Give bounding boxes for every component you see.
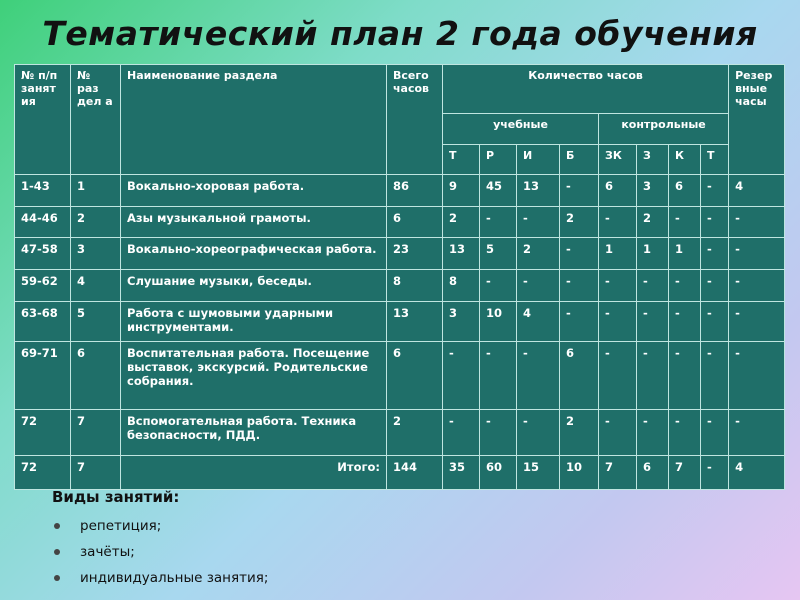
cell-total: 86 (387, 174, 443, 206)
lesson-types-list (54, 514, 268, 592)
cell-k: - (669, 341, 701, 409)
cell-i: - (517, 206, 560, 238)
cell-r: 10 (480, 301, 517, 341)
section-title: Виды занятий: (52, 488, 180, 506)
cell-t2: - (701, 174, 729, 206)
cell-reserve: - (729, 409, 785, 456)
cell-section: 7 (71, 456, 121, 490)
cell-b: 2 (560, 206, 599, 238)
cell-z: - (637, 270, 669, 302)
cell-r: 60 (480, 456, 517, 490)
cell-i: - (517, 409, 560, 456)
cell-z: 2 (637, 206, 669, 238)
cell-zk: 6 (599, 174, 637, 206)
cell-b: 10 (560, 456, 599, 490)
list-item-text: репетиция; (80, 518, 162, 534)
bullet-icon (54, 523, 60, 529)
table-row (15, 206, 785, 238)
cell-total: 6 (387, 206, 443, 238)
header-sub-b: Б (560, 145, 599, 175)
header-sub-t: Т (443, 145, 480, 175)
cell-z: - (637, 341, 669, 409)
cell-zk: - (599, 270, 637, 302)
header-educational: учебные (443, 113, 599, 145)
cell-b: - (560, 174, 599, 206)
cell-reserve: - (729, 301, 785, 341)
cell-name: Вспомогательная работа. Техника безопасности, ПДД. (121, 409, 387, 456)
table-row (15, 238, 785, 270)
cell-t2: - (701, 301, 729, 341)
cell-name: Вокально-хоровая работа. (121, 174, 387, 206)
cell-reserve: 4 (729, 456, 785, 490)
cell-z: - (637, 301, 669, 341)
cell-t: - (443, 341, 480, 409)
header-reserve-hours: Резер вные часы (729, 65, 785, 175)
table-row (15, 301, 785, 341)
cell-k: - (669, 409, 701, 456)
cell-section: 2 (71, 206, 121, 238)
cell-zk: - (599, 206, 637, 238)
cell-i: 4 (517, 301, 560, 341)
cell-lessons: 69-71 (15, 341, 71, 409)
cell-zk: 1 (599, 238, 637, 270)
table-total-row (15, 456, 785, 490)
cell-section: 3 (71, 238, 121, 270)
header-sub-k: К (669, 145, 701, 175)
cell-r: - (480, 270, 517, 302)
cell-z: - (637, 409, 669, 456)
cell-section: 4 (71, 270, 121, 302)
cell-t: 13 (443, 238, 480, 270)
cell-k: - (669, 206, 701, 238)
cell-t2: - (701, 238, 729, 270)
header-sub-t2: Т (701, 145, 729, 175)
cell-b: 6 (560, 341, 599, 409)
cell-total: 8 (387, 270, 443, 302)
cell-lessons: 59-62 (15, 270, 71, 302)
header-lesson-number: № п/п занят ия (15, 65, 71, 175)
cell-i: 15 (517, 456, 560, 490)
cell-total: 2 (387, 409, 443, 456)
cell-lessons: 1-43 (15, 174, 71, 206)
cell-b: 2 (560, 409, 599, 456)
header-total-hours: Всего часов (387, 65, 443, 175)
cell-k: 1 (669, 238, 701, 270)
header-hours-count: Количество часов (443, 65, 729, 114)
cell-k: 7 (669, 456, 701, 490)
cell-t2: - (701, 456, 729, 490)
cell-lessons: 72 (15, 409, 71, 456)
cell-z: 1 (637, 238, 669, 270)
page-title: Тематический план 2 года обучения (42, 14, 758, 53)
header-sub-z: З (637, 145, 669, 175)
list-item-text: индивидуальные занятия; (80, 570, 269, 586)
cell-z: 6 (637, 456, 669, 490)
cell-lessons: 47-58 (15, 238, 71, 270)
cell-k: - (669, 301, 701, 341)
cell-t2: - (701, 206, 729, 238)
header-section-name: Наименование раздела (121, 65, 387, 175)
cell-total: 6 (387, 341, 443, 409)
table-row (15, 409, 785, 456)
cell-name: Слушание музыки, беседы. (121, 270, 387, 302)
cell-reserve: 4 (729, 174, 785, 206)
cell-reserve: - (729, 206, 785, 238)
cell-i: - (517, 341, 560, 409)
cell-t2: - (701, 270, 729, 302)
list-item (54, 540, 268, 566)
cell-lessons: 72 (15, 456, 71, 490)
cell-reserve: - (729, 341, 785, 409)
table-row (15, 174, 785, 206)
cell-zk: - (599, 341, 637, 409)
cell-section: 7 (71, 409, 121, 456)
table-row (15, 341, 785, 409)
header-sub-i: И (517, 145, 560, 175)
list-item-text: зачёты; (80, 544, 135, 560)
cell-total-label: Итого: (121, 456, 387, 490)
cell-zk: - (599, 409, 637, 456)
list-item (54, 514, 268, 540)
cell-name: Азы музыкальной грамоты. (121, 206, 387, 238)
cell-t2: - (701, 409, 729, 456)
cell-zk: - (599, 301, 637, 341)
cell-r: - (480, 206, 517, 238)
cell-total: 23 (387, 238, 443, 270)
cell-k: - (669, 270, 701, 302)
cell-t: 9 (443, 174, 480, 206)
table-row (15, 270, 785, 302)
bullet-icon (54, 549, 60, 555)
header-section-number: № раз дел а (71, 65, 121, 175)
cell-r: - (480, 341, 517, 409)
bullet-icon (54, 575, 60, 581)
thematic-plan-table (14, 64, 785, 490)
header-sub-r: Р (480, 145, 517, 175)
cell-k: 6 (669, 174, 701, 206)
cell-name: Воспитательная работа. Посещение выставок, экскурсий. Родительские собрания. (121, 341, 387, 409)
cell-b: - (560, 270, 599, 302)
cell-r: - (480, 409, 517, 456)
cell-i: - (517, 270, 560, 302)
cell-name: Работа с шумовыми ударными инструментами. (121, 301, 387, 341)
cell-z: 3 (637, 174, 669, 206)
cell-reserve: - (729, 270, 785, 302)
cell-t: 2 (443, 206, 480, 238)
cell-zk: 7 (599, 456, 637, 490)
cell-r: 5 (480, 238, 517, 270)
cell-lessons: 44-46 (15, 206, 71, 238)
cell-section: 1 (71, 174, 121, 206)
cell-i: 13 (517, 174, 560, 206)
list-item (54, 566, 268, 592)
cell-section: 5 (71, 301, 121, 341)
cell-name: Вокально-хореографическая работа. (121, 238, 387, 270)
cell-reserve: - (729, 238, 785, 270)
header-sub-zk: ЗК (599, 145, 637, 175)
cell-b: - (560, 301, 599, 341)
cell-b: - (560, 238, 599, 270)
cell-t: 35 (443, 456, 480, 490)
header-control: контрольные (599, 113, 729, 145)
cell-r: 45 (480, 174, 517, 206)
cell-t: 8 (443, 270, 480, 302)
cell-lessons: 63-68 (15, 301, 71, 341)
cell-total: 144 (387, 456, 443, 490)
cell-t2: - (701, 341, 729, 409)
cell-section: 6 (71, 341, 121, 409)
cell-i: 2 (517, 238, 560, 270)
cell-t: - (443, 409, 480, 456)
cell-t: 3 (443, 301, 480, 341)
cell-total: 13 (387, 301, 443, 341)
